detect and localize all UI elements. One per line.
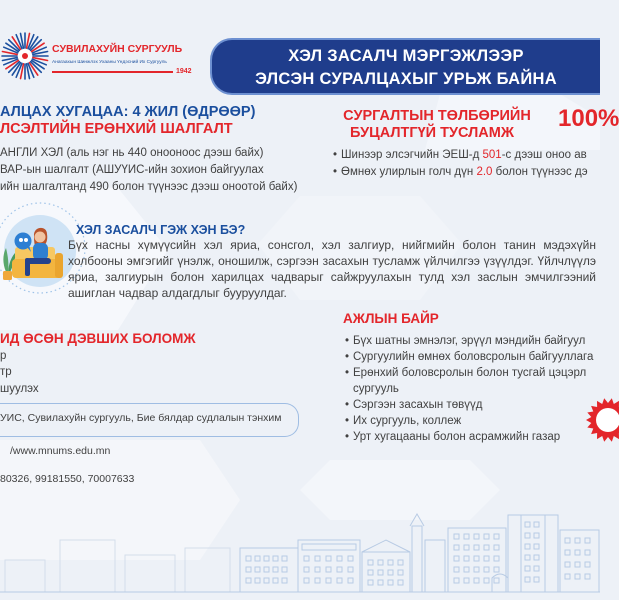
building	[425, 540, 445, 592]
growth-title: ИД ӨСӨН ДЭВШИХ БОЛОМЖ	[0, 331, 196, 346]
exam-item: ВАР-ын шалгалт (АШУҮИС-ийн зохион байгуулах	[0, 164, 264, 176]
building-window	[525, 544, 530, 549]
tall-building	[508, 515, 558, 592]
exam-title: ЛСЭЛТИЙН ЕРӨНХИЙ ШАЛГАЛТ	[0, 121, 233, 137]
building-window	[585, 550, 590, 555]
building-window	[494, 578, 499, 583]
building-window	[264, 567, 269, 572]
logo-divider	[52, 71, 173, 73]
tower-roof	[410, 514, 424, 526]
building-window	[368, 570, 373, 575]
woman-on-couch-speech-bubble-illustration	[0, 195, 72, 290]
building-window	[494, 556, 499, 561]
tuition-item-text: Өмнөх улирлын голч дүн	[341, 166, 477, 178]
about-paragraph-line: холбооны эмгэгийг үнэлж, оношилж, сэргээн засахын тусламж үйлчилгээ үзүүлдэг. Үйлчлүүлэ	[68, 254, 596, 268]
building-window	[337, 556, 342, 561]
building-window	[464, 556, 469, 561]
building-window	[484, 578, 489, 583]
tuition-section	[326, 104, 619, 184]
building-window	[534, 566, 539, 571]
sunburst-logo-icon	[1, 31, 51, 81]
university-name: Анагаахын Шинжлэх Ухааны Үндэсний Их Сургууль	[52, 60, 167, 65]
building-window	[264, 556, 269, 561]
about-title: ХЭЛ ЗАСАЛЧ ГЭЖ ХЭН БЭ?	[76, 223, 246, 237]
building-window	[565, 574, 570, 579]
building-window	[575, 562, 580, 567]
building-window	[525, 555, 530, 560]
building-window	[388, 580, 393, 585]
jobs-item: • Сургуулийн өмнөх боловсролын байгууллага	[353, 349, 593, 365]
building-window	[525, 566, 530, 571]
building-window	[337, 578, 342, 583]
building-window	[525, 533, 530, 538]
study-duration: АЛЦАХ ХУГАЦАА: 4 ЖИЛ (ӨДРӨӨР)	[0, 104, 256, 120]
building-window	[398, 570, 403, 575]
growth-item: р	[0, 350, 7, 362]
building-window	[255, 567, 260, 572]
building-window	[565, 550, 570, 555]
building-window	[348, 567, 353, 572]
building-window	[315, 556, 320, 561]
building-window	[474, 567, 479, 572]
banner-line-2: ЭЛСЭН СУРАЛЦАХЫГ УРЬЖ БАЙНА	[255, 70, 557, 88]
woman-shirt	[33, 243, 48, 260]
building-window	[273, 567, 278, 572]
building-window	[388, 570, 393, 575]
building-window	[454, 556, 459, 561]
building-window	[464, 578, 469, 583]
building-window	[348, 556, 353, 561]
jobs-item: • Урт хугацааны болон асрамжийн газар	[353, 429, 560, 445]
building-window	[304, 567, 309, 572]
main-buildings	[0, 514, 600, 592]
building-window	[326, 578, 331, 583]
about-paragraph-line: яриа, залгиурын болон харилцах чадварыг сайжруулахын тулд хэл заслын эмчилгээний	[68, 270, 596, 284]
jobs-item: • Бүх шатны эмнэлэг, эрүүл мэндийн байгуул	[353, 333, 585, 349]
building-window	[474, 578, 479, 583]
building-roof	[362, 540, 410, 552]
building-window	[255, 556, 260, 561]
building-window	[264, 578, 269, 583]
building-window	[304, 578, 309, 583]
building-window	[585, 574, 590, 579]
tuition-item	[341, 147, 587, 163]
founding-year: 1942	[176, 68, 192, 75]
tuition-title-line-2: БУЦАЛТГҮЙ ТУСЛАМЖ	[350, 125, 514, 141]
building-window	[464, 534, 469, 539]
woman-legs	[27, 258, 51, 264]
about-paragraph-line: ашиглан чадвар алдагдлыг бууруулдаг.	[68, 286, 287, 300]
woman-face	[35, 232, 46, 243]
city-buildings-line-illustration	[0, 500, 600, 600]
growth-item: тр	[0, 366, 12, 378]
building-window	[398, 580, 403, 585]
building-window	[304, 556, 309, 561]
exam-item: АНГЛИ ХЭЛ (аль нэг нь 440 онооноос дээш байх)	[0, 147, 264, 159]
building-window	[464, 545, 469, 550]
building-window	[337, 567, 342, 572]
building-window	[246, 578, 251, 583]
building-window	[575, 550, 580, 555]
building-window	[585, 538, 590, 543]
building	[125, 555, 175, 592]
building-window	[474, 545, 479, 550]
building-window	[484, 556, 489, 561]
building-window	[348, 578, 353, 583]
building-window	[326, 567, 331, 572]
building-window	[534, 533, 539, 538]
building-window	[378, 560, 383, 565]
building-window	[368, 560, 373, 565]
building-window	[534, 522, 539, 527]
building-window	[534, 577, 539, 582]
building-window	[534, 555, 539, 560]
building-window	[525, 577, 530, 582]
jobs-item: • Ерөнхий боловсролын болон тусгай цэцэрл	[353, 365, 586, 381]
logo-center-dot	[22, 53, 28, 59]
tuition-title-line-1: СУРГАЛТЫН ТӨЛБӨРИЙН	[343, 108, 531, 124]
building-window	[565, 538, 570, 543]
tuition-item-text: -с дээш оноо ав	[501, 149, 587, 161]
starburst-inner	[596, 408, 619, 432]
plant-pot	[3, 271, 12, 280]
building-window	[534, 544, 539, 549]
building-window	[494, 545, 499, 550]
building-window	[484, 545, 489, 550]
exam-item: ийн шалгалтанд 490 болон түүнээс дээш оноотой байх)	[0, 181, 298, 193]
building	[60, 540, 115, 592]
speech-bubble-dot	[24, 238, 28, 242]
building-window	[282, 567, 287, 572]
building	[448, 528, 506, 592]
building-window	[246, 567, 251, 572]
woman-legs	[25, 258, 30, 276]
tower	[412, 526, 422, 592]
building-window	[484, 534, 489, 539]
building-window	[246, 556, 251, 561]
percent-badge: 100%	[558, 105, 619, 132]
contact-department: УИС, Сувилахуйн сургууль, Бие бялдар судлалын тэнхим	[0, 412, 282, 424]
tuition-item	[341, 164, 588, 180]
building-window	[585, 562, 590, 567]
red-starburst-icon	[584, 396, 600, 444]
tuition-item-gpa: 2.0	[476, 166, 493, 178]
building	[5, 560, 45, 592]
building-window	[484, 567, 489, 572]
couch-arm	[55, 253, 63, 278]
building-window	[273, 556, 278, 561]
jobs-title: АЖЛЫН БАЙР	[343, 311, 439, 326]
building-window	[474, 556, 479, 561]
building-window	[282, 578, 287, 583]
building-window	[575, 538, 580, 543]
building-window	[474, 534, 479, 539]
building-window	[494, 567, 499, 572]
tuition-item-score: 501	[482, 149, 502, 161]
jobs-item: • Сэргээн засахын төвүүд	[353, 397, 482, 413]
building-window	[454, 545, 459, 550]
building-window	[282, 556, 287, 561]
building-window	[273, 578, 278, 583]
building-window	[368, 580, 373, 585]
building-window	[398, 560, 403, 565]
building-window	[494, 534, 499, 539]
building-window	[315, 567, 320, 572]
building	[185, 548, 230, 592]
faint-buildings	[5, 540, 230, 592]
tuition-item-text: болон түүнээс дэ	[492, 166, 588, 178]
building-window	[565, 562, 570, 567]
building-window	[255, 578, 260, 583]
jobs-item-continued: сургууль	[353, 383, 399, 395]
building-window	[454, 567, 459, 572]
building-window	[378, 570, 383, 575]
building-window	[326, 556, 331, 561]
building-window	[378, 580, 383, 585]
banner-line-1: ХЭЛ ЗАСАЛЧ МЭРГЭЖЛЭЭР	[288, 47, 524, 65]
building-window	[575, 574, 580, 579]
building	[298, 540, 360, 592]
headline-banner	[210, 38, 600, 95]
about-section	[68, 218, 600, 310]
building-window	[388, 560, 393, 565]
tuition-item-text: Шинээр элсэгчийн ЭЕШ-д	[341, 149, 483, 161]
building-window	[454, 534, 459, 539]
building-window	[454, 578, 459, 583]
contact-phone: 80326, 99181550, 70007633	[0, 473, 135, 485]
building-window	[464, 567, 469, 572]
school-name: СУВИЛАХУЙН СУРГУУЛЬ	[52, 43, 183, 55]
speech-bubble-dot	[19, 238, 23, 242]
website-link[interactable]: /www.mnums.edu.mn	[10, 445, 111, 457]
building-window	[315, 578, 320, 583]
building-sign	[302, 544, 356, 550]
about-paragraph-line: Бүх насны хүмүүсийн хэл яриа, сонсгол, хэл залгиур, нийгмийн болон танин мэдэхүйн	[68, 238, 596, 252]
jobs-section	[336, 308, 600, 448]
jobs-item: • Их сургууль, коллеж	[353, 413, 461, 429]
growth-item: шуулэх	[0, 383, 39, 395]
building-window	[525, 522, 530, 527]
